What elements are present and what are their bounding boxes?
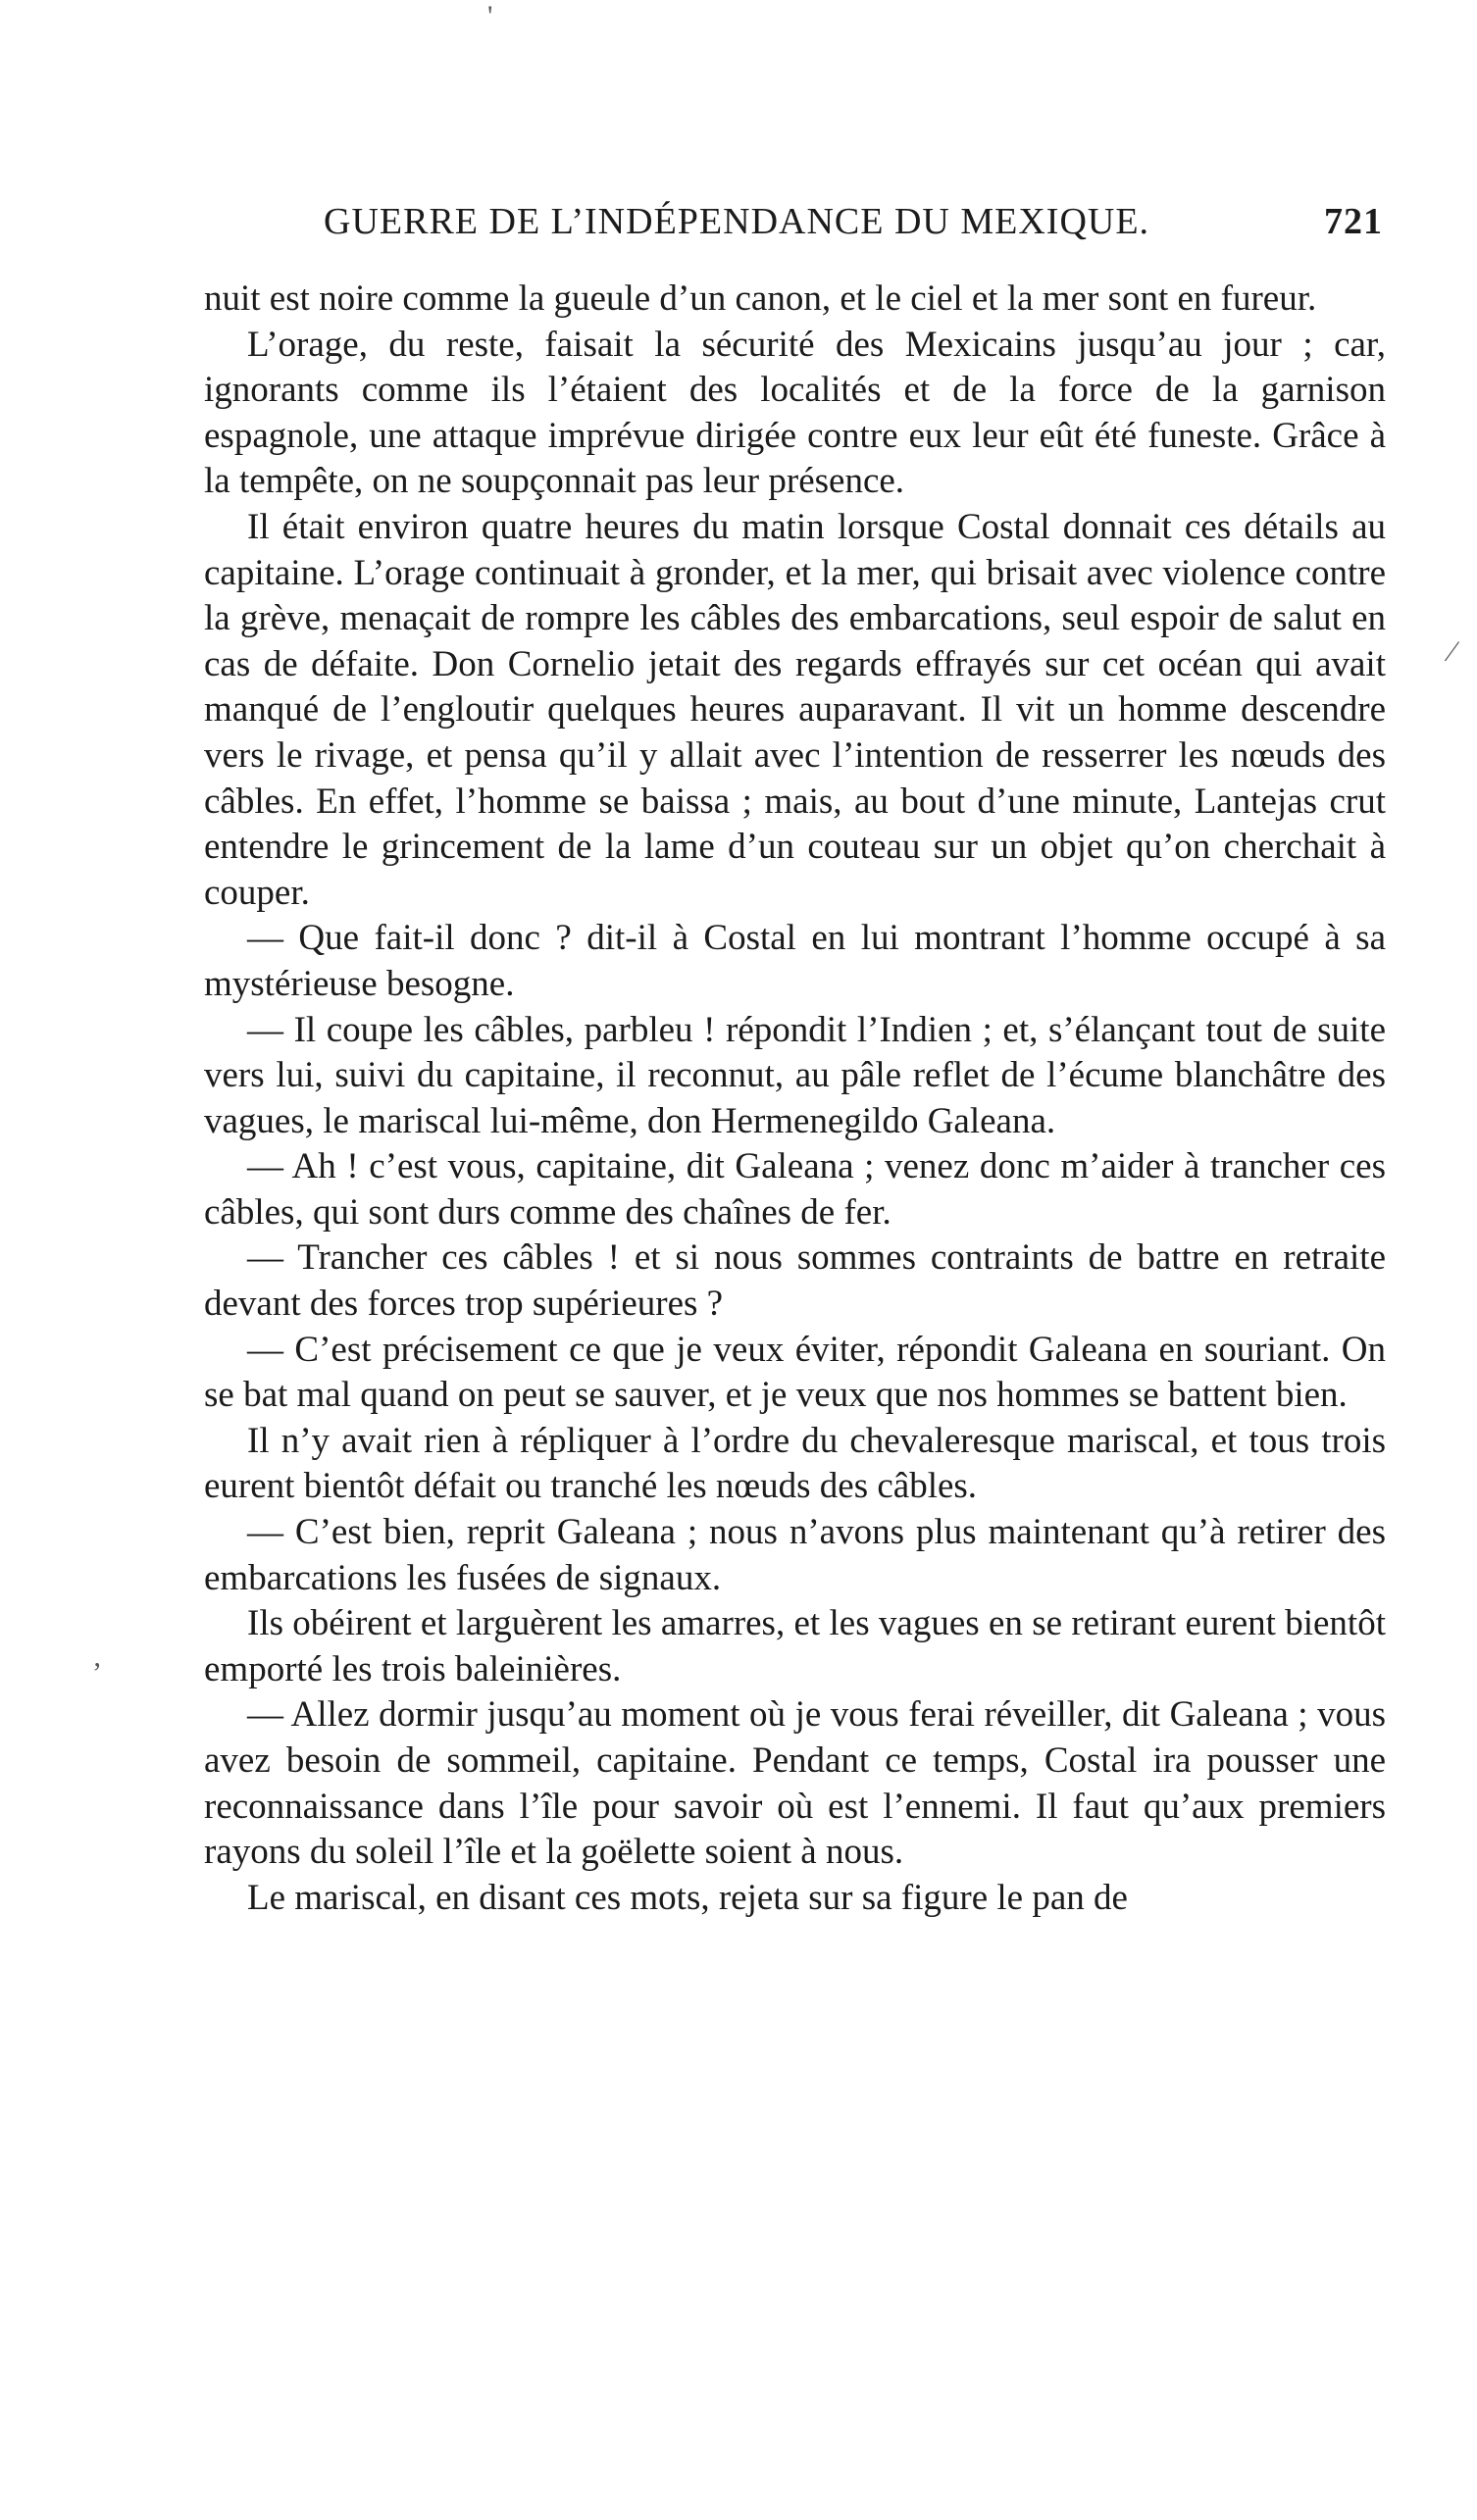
paragraph: Le mariscal, en disant ces mots, rejeta sur sa figure le pan de [247,1877,1128,1918]
paragraph: — C’est bien, reprit Galeana ; nous n’avons plus maintenant qu’à retirer des embarcations les fusées de signaux. [204,1512,1386,1598]
paragraph: — Allez dormir jusqu’au moment où je vous ferai réveiller, dit Galeana ; vous avez besoin de sommeil, capitaine. Pendant ce temps, Costal ira pousser une reconnaissance dans l’île pour savoir où est l’ennemi. Il faut qu’aux premiers rayons du soleil l’île et la goëlette soient à nous. [204,1694,1386,1873]
paragraph: Il n’y avait rien à répliquer à l’ordre du chevaleresque mariscal, et tous trois eurent bientôt défait ou tranché les nœuds des câbles. [204,1420,1386,1507]
running-title: GUERRE DE L’INDÉPENDANCE DU MEXIQUE. [324,201,1150,242]
margin-tick-mark: ⁄ [1450,635,1455,668]
paragraph: — Ah ! c’est vous, capitaine, dit Galeana ; venez donc m’aider à trancher ces câbles, qui sont durs comme des chaînes de fer. [204,1146,1386,1233]
paragraph: Il était environ quatre heures du matin lorsque Costal donnait ces détails au capitaine. L’orage continuait à gronder, et la mer, qui brisait avec violence contre la grève, menaçait de rompre les câbles des embarcations, seul espoir de salut en cas de défaite. Don Cornelio jetait des regards effrayés sur cet océan qui avait manqué de l’engloutir quelques heures auparavant. Il vit un homme descendre vers le rivage, et pensa qu’il y allait avec l’intention de resserrer les nœuds des câbles. En effet, l’homme se baissa ; mais, au bout d’une minute, Lantejas crut entendre le grincement de la lame d’un couteau sur un objet qu’on cherchait à couper. [204,506,1386,913]
body-text [204,277,1386,1921]
paragraph: L’orage, du reste, faisait la sécurité des Mexicains jusqu’au jour ; car, ignorants comme ils l’étaient des localités et de la force de la garnison espagnole, une attaque imprévue dirigée contre eux leur eût été funeste. Grâce à la tempête, on ne soupçonnait pas leur présence. [204,324,1386,502]
page-speck: ' [487,0,493,32]
margin-tick-mark: ʼ [92,1657,102,1689]
page-number: 721 [1324,201,1383,242]
paragraph: — Il coupe les câbles, parbleu ! répondit l’Indien ; et, s’élançant tout de suite vers lui, suivi du capitaine, il reconnut, au pâle reflet de l’écume blanchâtre des vagues, le mariscal lui-même, don Hermenegildo Galeana. [204,1009,1386,1141]
paragraph: nuit est noire comme la gueule d’un canon, et le ciel et la mer sont en fureur. [204,278,1317,319]
running-header [206,192,1383,251]
paragraph: Ils obéirent et larguèrent les amarres, et les vagues en se retirant eurent bientôt emporté les trois baleinières. [204,1603,1386,1689]
paragraph: — Trancher ces câbles ! et si nous sommes contraints de battre en retraite devant des forces trop supérieures ? [204,1237,1386,1325]
paragraph: — Que fait-il donc ? dit-il à Costal en lui montrant l’homme occupé à sa mystérieuse besogne. [204,918,1386,1004]
paragraph: — C’est précisement ce que je veux éviter, répondit Galeana en souriant. On se bat mal quand on peut se sauver, et je veux que nos hommes se battent bien. [204,1329,1386,1416]
